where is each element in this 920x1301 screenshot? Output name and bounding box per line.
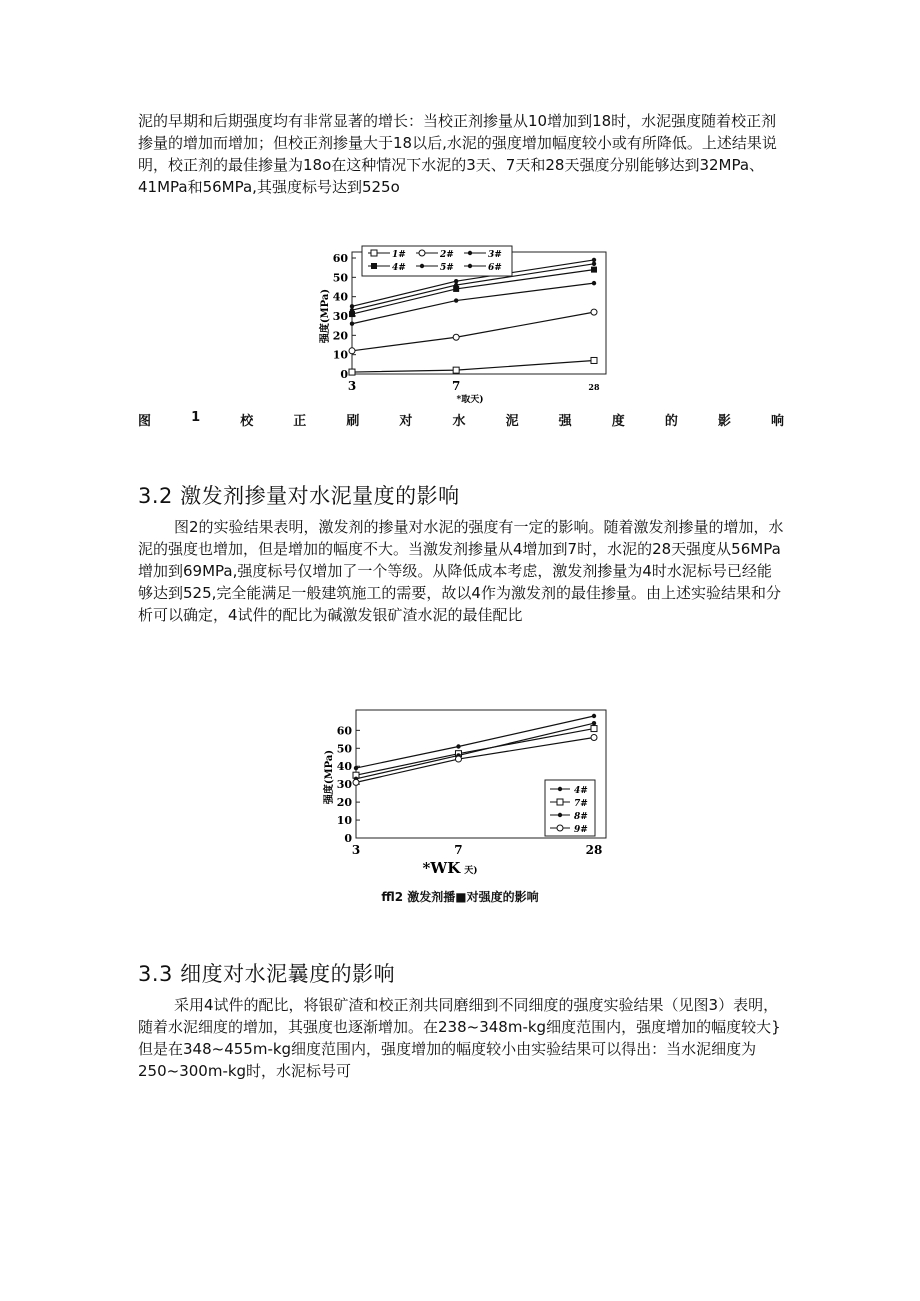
legend-label: 4# xyxy=(392,263,406,273)
series-line-1# xyxy=(352,360,594,372)
legend-label: 8# xyxy=(574,812,588,822)
caption-char: 图 xyxy=(138,414,152,429)
x-axis-label: *取天) xyxy=(456,395,484,405)
legend-label: 5# xyxy=(440,263,454,273)
y-tick-label: 10 xyxy=(336,814,352,828)
data-point-3# xyxy=(592,281,596,285)
legend-marker-6# xyxy=(468,264,472,268)
caption-char: 泥 xyxy=(505,414,519,429)
legend-label: 2# xyxy=(440,250,454,260)
legend-marker-3# xyxy=(468,251,472,255)
data-point-6# xyxy=(592,258,596,262)
data-point-4# xyxy=(592,714,596,718)
x-axis-label xyxy=(423,859,478,877)
section-3-3-heading: 3.3 细度对水泥曩度的影响 xyxy=(138,962,396,986)
data-point-2# xyxy=(453,334,459,340)
data-point-6# xyxy=(454,279,458,283)
y-tick-label: 30 xyxy=(332,310,348,323)
caption-char: 1 xyxy=(191,410,201,425)
legend-marker-2# xyxy=(419,250,425,256)
y-tick-label: 50 xyxy=(336,742,352,756)
legend-marker-9# xyxy=(557,825,563,831)
data-point-1# xyxy=(591,357,597,363)
y-tick-label: 10 xyxy=(332,348,348,362)
figure-1 xyxy=(300,240,620,414)
x-tick-label: 7 xyxy=(451,379,461,393)
x-tick-label: 7 xyxy=(454,843,463,857)
series-line-3# xyxy=(352,283,594,324)
x-tick-label: 28 xyxy=(588,382,600,392)
figure-2 xyxy=(300,688,620,882)
caption-char: 度 xyxy=(611,414,625,429)
figure-1-caption xyxy=(138,410,784,429)
caption-char: 的 xyxy=(664,414,678,429)
data-point-5# xyxy=(454,283,458,287)
data-point-4# xyxy=(354,766,358,770)
figure-2-chart xyxy=(300,688,620,878)
figure-2-caption: ffl2 激发剂播■对强度的影响 xyxy=(381,890,539,904)
legend-marker-7# xyxy=(557,799,563,805)
y-tick-label: 40 xyxy=(336,760,352,774)
series-line-4# xyxy=(356,716,594,768)
section-3-2-paragraph: 图2的实验结果表明，激发剂的掺量对水泥的强度有一定的影响。随着激发剂掺量的增加，水泥的强度也增加，但是增加的幅度不大。当激发剂掺量从4增加到7时，水泥的28天强度从56MPa增加到69MPa,强度标号仅增加了一个等级。从降低成本考虑，激发剂掺量为4时水泥标号已经能够达到525,完全能满足一般建筑施工的需要，故以4作为激发剂的最佳掺量。由上述实验结果和分析可以确定，4试件的配比为碱激发银矿渣水泥的最佳配比 xyxy=(138,518,784,624)
caption-char: 对 xyxy=(399,414,413,429)
x-axis-label-unit: 天) xyxy=(464,866,478,876)
legend-label: 9# xyxy=(574,825,588,835)
caption-char: 响 xyxy=(770,414,784,429)
data-point-4# xyxy=(456,744,460,748)
figure-1-chart xyxy=(300,240,620,410)
y-tick-label: 0 xyxy=(344,832,352,845)
legend-label: 1# xyxy=(392,250,406,260)
data-point-9# xyxy=(353,779,359,785)
y-tick-label: 30 xyxy=(336,778,352,792)
y-tick-label: 50 xyxy=(332,271,348,285)
y-tick-label: 20 xyxy=(336,796,352,810)
data-point-4# xyxy=(591,267,597,273)
caption-char: 正 xyxy=(293,414,307,429)
x-tick-label: 3 xyxy=(351,843,361,857)
data-point-9# xyxy=(455,756,461,762)
legend-label: 6# xyxy=(488,263,502,273)
legend-marker-4# xyxy=(558,787,562,791)
section-3-3-paragraph: 采用4试件的配比，将银矿渣和校正剂共同磨细到不同细度的强度实验结果（见图3）表明，随着水泥细度的增加，其强度也逐渐增加。在238~348m-kg细度范围内，强度增加的幅度较大}但是在348~455m-kg细度范围内，强度增加的幅度较小由实验结果可以得出：当水泥细度为250~300m-kg时，水泥标号可 xyxy=(138,996,781,1080)
data-point-1# xyxy=(453,367,459,373)
series-line-2# xyxy=(352,312,594,351)
y-tick-label: 40 xyxy=(332,290,348,304)
caption-char: 强 xyxy=(558,414,572,429)
data-point-1# xyxy=(349,369,355,375)
caption-char: 影 xyxy=(717,414,731,429)
data-point-6# xyxy=(350,304,354,308)
data-point-2# xyxy=(349,348,355,354)
data-point-5# xyxy=(350,308,354,312)
y-axis-label: 强度(MPa) xyxy=(320,288,331,344)
legend-marker-4# xyxy=(371,263,377,269)
legend-marker-8# xyxy=(558,813,562,817)
data-point-2# xyxy=(591,309,597,315)
data-point-5# xyxy=(592,262,596,266)
x-axis-label-main: *WK xyxy=(422,859,461,877)
y-axis-label: 强度(MPa) xyxy=(324,749,335,805)
section-3-2-heading: 3.2 激发剂掺量对水泥量度的影响 xyxy=(138,484,460,508)
series-line-8# xyxy=(356,723,594,779)
legend-label: 3# xyxy=(488,250,502,260)
data-point-3# xyxy=(350,322,354,326)
data-point-8# xyxy=(592,721,596,725)
x-tick-label: 28 xyxy=(585,843,603,857)
caption-char: 水 xyxy=(452,414,466,429)
data-point-9# xyxy=(591,735,597,741)
paragraph-1: 泥的早期和后期强度均有非常显著的增长：当校正剂掺量从10增加到18时，水泥强度随着校正剂掺量的增加而增加；但校正剂掺量大于18以后,水泥的强度增加幅度较小或有所降低。上述结果说明，校正剂的最佳掺量为18o在这种情况下水泥的3天、7天和28天强度分别能够达到32MPa、41MPa和56MPa,其强度标号达到525o xyxy=(138,112,777,196)
x-tick-label: 3 xyxy=(347,379,357,393)
legend-label: 7# xyxy=(574,799,588,809)
legend-marker-1# xyxy=(371,250,377,256)
data-point-3# xyxy=(454,298,458,302)
y-tick-label: 20 xyxy=(332,329,348,343)
y-tick-label: 0 xyxy=(340,368,348,381)
data-point-7# xyxy=(591,726,597,732)
legend-marker-5# xyxy=(420,264,424,268)
legend-label: 4# xyxy=(574,786,588,796)
caption-char: 刷 xyxy=(346,414,360,429)
y-tick-label: 60 xyxy=(332,252,348,265)
caption-char: 校 xyxy=(240,414,254,429)
y-tick-label: 60 xyxy=(336,724,352,738)
